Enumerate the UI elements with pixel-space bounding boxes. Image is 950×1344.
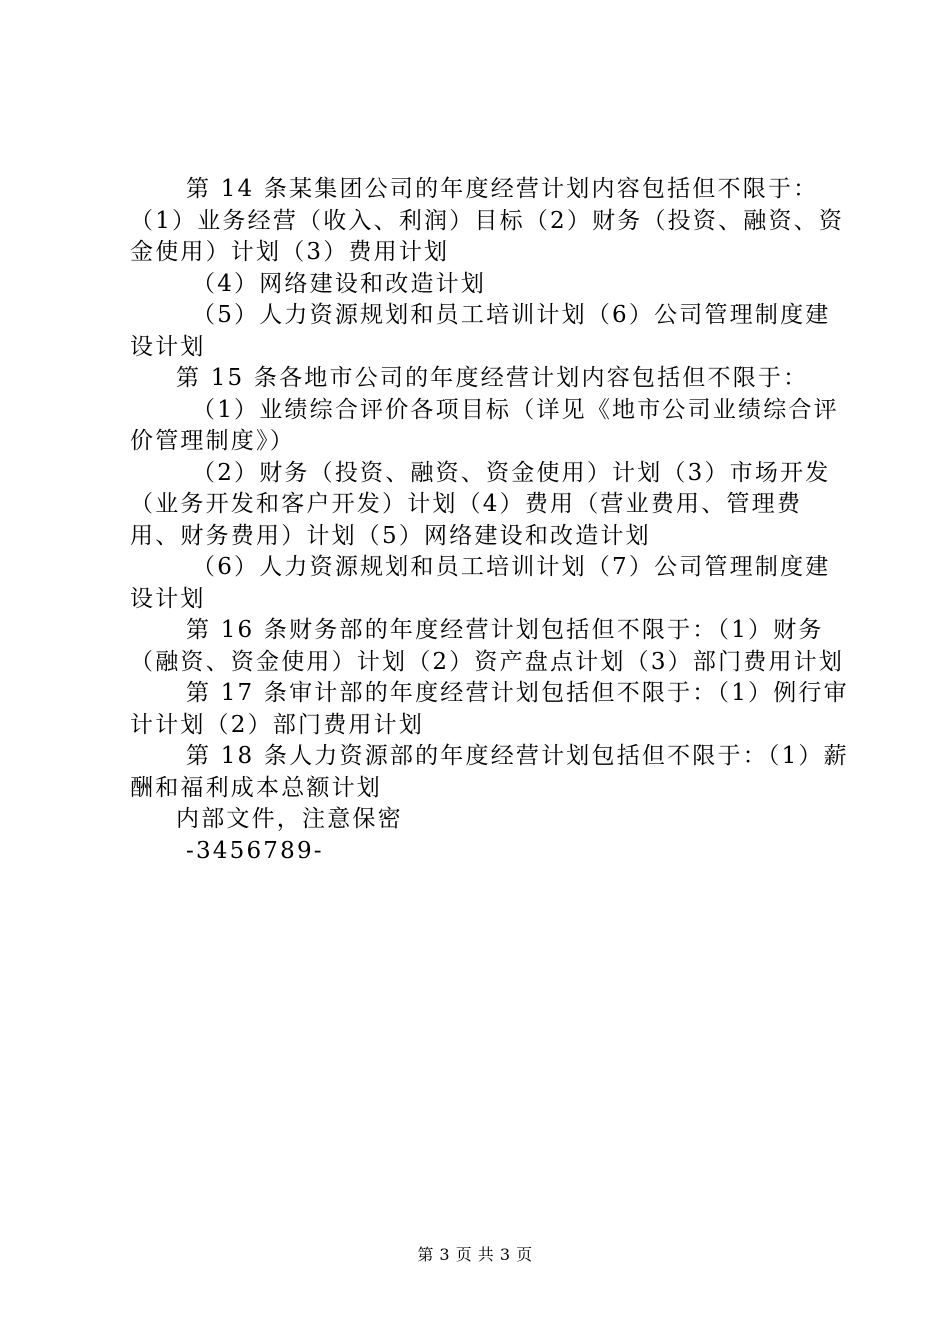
article-15-item-1: （1）业绩综合评价各项目标（详见《地市公司业绩综合评价管理制度》） [130, 396, 839, 454]
article-16-paragraph: 第 16 条财务部的年度经营计划包括但不限于：（1）财务（融资、资金使用）计划（2）资产盘点计划（3）部门费用计划 [130, 617, 845, 675]
article-15-paragraph: 第 15 条各地市公司的年度经营计划内容包括但不限于： [176, 365, 809, 391]
article-14-paragraph: 第 14 条某集团公司的年度经营计划内容包括但不限于：（1）业务经营（收入、利润）目标（2）财务（投资、融资、资金使用）计划（3）费用计划 [130, 176, 845, 265]
document-number: -3456789- [186, 837, 324, 864]
document-body [130, 174, 850, 867]
article-15-item-6-7: （6）人力资源规划和员工培训计划（7）公司管理制度建设计划 [130, 554, 831, 612]
confidential-notice: 内部文件，注意保密 [176, 806, 403, 832]
article-18-paragraph: 第 18 条人力资源部的年度经营计划包括但不限于：（1）薪酬和福利成本总额计划 [130, 743, 849, 801]
article-14-item-4: （4）网络建设和改造计划 [192, 270, 487, 297]
article-14-item-5-6: （5）人力资源规划和员工培训计划（6）公司管理制度建设计划 [130, 302, 831, 360]
article-17-paragraph: 第 17 条审计部的年度经营计划包括但不限于：（1）例行审计计划（2）部门费用计划 [130, 680, 849, 738]
article-15-item-2-5: （2）财务（投资、融资、资金使用）计划（3）市场开发（业务开发和客户开发）计划（4）费用（营业费用、管理费用、财务费用）计划（5）网络建设和改造计划 [130, 459, 831, 549]
page-footer: 第 3 页 共 3 页 [417, 1245, 533, 1264]
